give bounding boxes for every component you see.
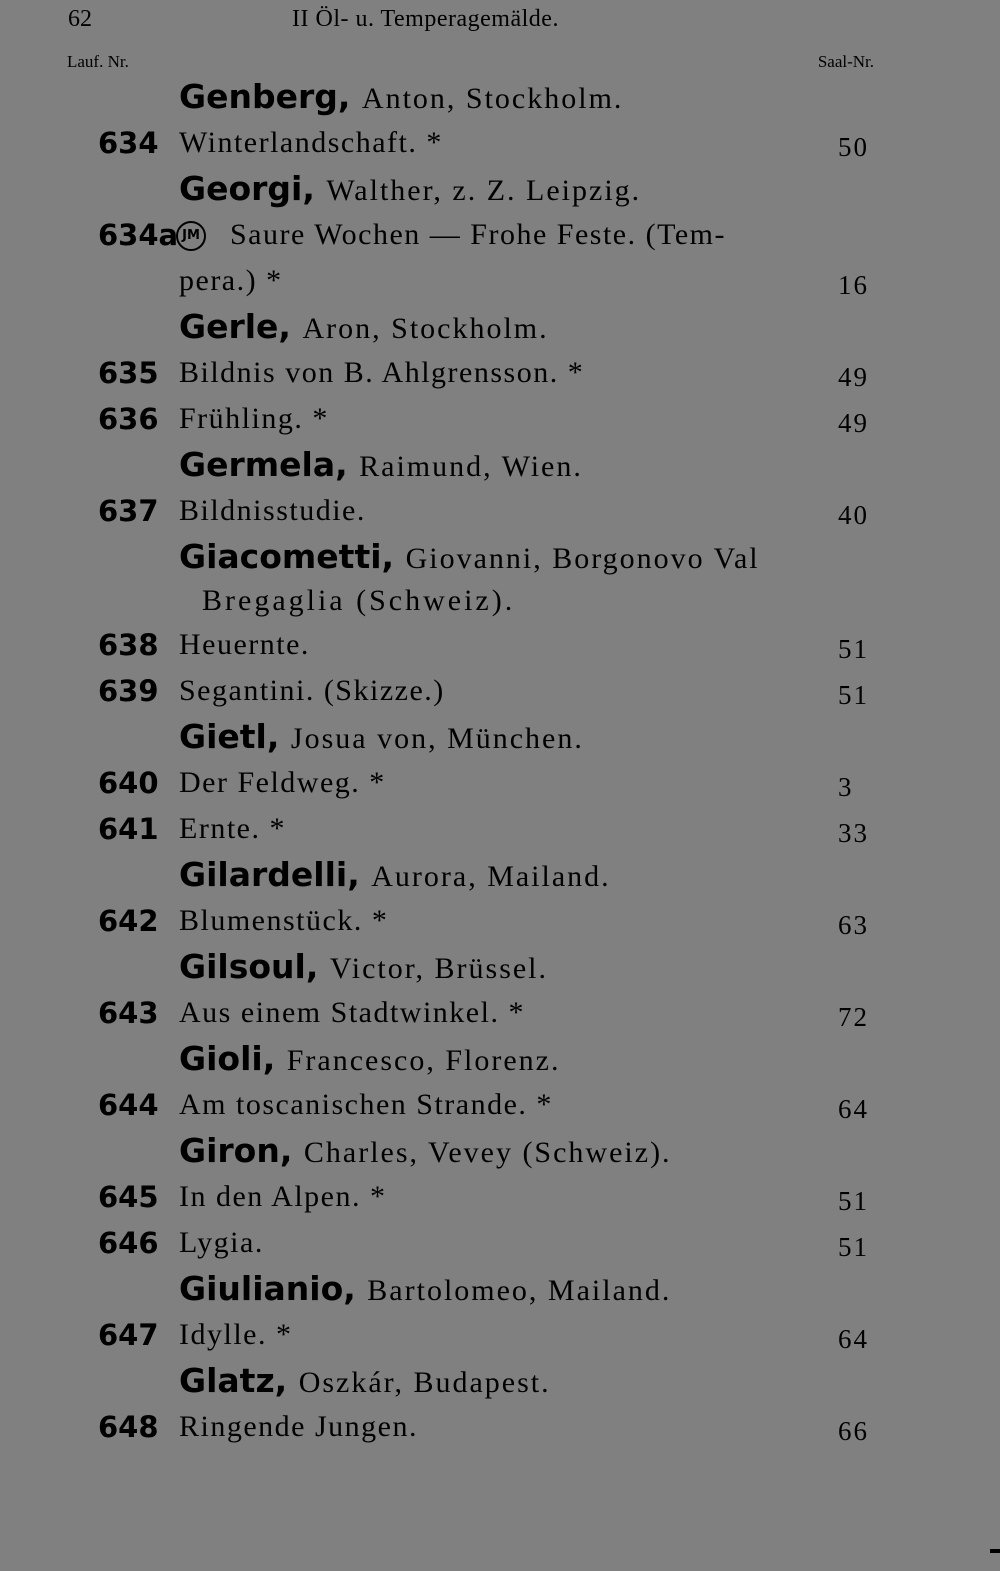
artwork-entry [0, 622, 1000, 668]
running-number: 641 [98, 812, 159, 846]
artwork-title: Ringende Jungen. [179, 1410, 418, 1443]
artist-surname: Giulianio, [179, 1269, 356, 1308]
artwork-entry [0, 1174, 1000, 1220]
artwork-title: Am toscanischen Strande. * [179, 1088, 553, 1121]
artist-name [179, 1266, 671, 1314]
artwork-entry [0, 120, 1000, 166]
artwork-title: pera.) * [179, 264, 283, 297]
running-number: 639 [98, 674, 159, 708]
catalog-entries [0, 74, 1000, 1450]
artist-heading [0, 534, 1000, 580]
artwork-title: Aus einem Stadtwinkel. * [179, 996, 525, 1029]
artist-details: Raimund, Wien. [359, 450, 583, 483]
running-number: 636 [98, 402, 159, 436]
circled-jm-icon: JM [176, 221, 206, 251]
artist-details: Francesco, Florenz. [286, 1044, 561, 1077]
artwork-entry [0, 760, 1000, 806]
artwork-title: Saure Wochen — Frohe Feste. (Tem- [230, 218, 726, 251]
artist-heading [0, 852, 1000, 898]
artist-name [179, 714, 584, 762]
artwork-entry [0, 258, 1000, 304]
running-number: 648 [98, 1410, 159, 1444]
hall-number: 64 [838, 1094, 869, 1124]
hall-number: 49 [838, 408, 869, 438]
hall-number: 63 [838, 910, 869, 940]
artist-details: Josua von, München. [290, 722, 584, 755]
artist-heading-continued [0, 580, 1000, 622]
artist-details: Charles, Vevey (Schweiz). [303, 1136, 672, 1169]
artist-heading [0, 304, 1000, 350]
artwork-title: Blumenstück. * [179, 904, 389, 937]
artwork-title: In den Alpen. * [179, 1180, 387, 1213]
column-heading-hall-number: Saal-Nr. [817, 52, 874, 71]
running-number: 635 [98, 356, 159, 390]
page-number: 62 [68, 6, 92, 32]
artist-surname: Georgi, [179, 169, 315, 208]
artwork-title: Der Feldweg. * [179, 766, 386, 799]
running-number: 634 [98, 126, 159, 160]
running-number: 644 [98, 1088, 159, 1122]
artwork-entry [0, 1404, 1000, 1450]
artist-heading [0, 944, 1000, 990]
artwork-entry [0, 1312, 1000, 1358]
artist-details-continued: Bregaglia (Schweiz). [202, 584, 516, 617]
running-number: 634a [98, 218, 179, 252]
artist-details: Aron, Stockholm. [302, 312, 549, 345]
running-number: 647 [98, 1318, 159, 1352]
artwork-title: Idylle. * [179, 1318, 293, 1351]
artist-surname: Giacometti, [179, 537, 395, 576]
artist-heading [0, 166, 1000, 212]
artist-details: Bartolomeo, Mailand. [367, 1274, 672, 1307]
artist-surname: Genberg, [179, 77, 351, 116]
artist-name [179, 852, 611, 900]
artist-details: Aurora, Mailand. [371, 860, 611, 893]
artwork-title: Ernte. * [179, 812, 286, 845]
artist-name [179, 534, 760, 582]
hall-number: 66 [838, 1416, 869, 1446]
running-number: 637 [98, 494, 159, 528]
artwork-title: Segantini. (Skizze.) [179, 674, 445, 707]
artwork-title: Heuernte. [179, 628, 310, 661]
artist-details: Oszkár, Budapest. [298, 1366, 551, 1399]
artwork-entry [0, 396, 1000, 442]
artist-heading [0, 1036, 1000, 1082]
artist-heading [0, 442, 1000, 488]
artist-surname: Gerle, [179, 307, 291, 346]
hall-number: 40 [838, 500, 869, 530]
artwork-title: Winterlandschaft. * [179, 126, 443, 159]
artist-surname: Gietl, [179, 717, 280, 756]
running-number: 646 [98, 1226, 159, 1260]
artist-details: Walther, z. Z. Leipzig. [326, 174, 642, 207]
artwork-entry [0, 668, 1000, 714]
running-number: 638 [98, 628, 159, 662]
artist-name [179, 1036, 561, 1084]
artist-details: Giovanni, Borgonovo Val [405, 542, 760, 575]
hall-number: 51 [838, 1232, 869, 1262]
artist-surname: Germela, [179, 445, 348, 484]
artwork-title: Frühling. * [179, 402, 329, 435]
artist-surname: Gilsoul, [179, 947, 319, 986]
running-number: 640 [98, 766, 159, 800]
artist-heading [0, 1358, 1000, 1404]
artist-heading [0, 74, 1000, 120]
artwork-entry [0, 990, 1000, 1036]
running-number: 642 [98, 904, 159, 938]
hall-number: 51 [838, 634, 869, 664]
artwork-entry [0, 806, 1000, 852]
hall-number: 51 [838, 1186, 869, 1216]
column-heading-running-number: Lauf. Nr. [67, 52, 129, 71]
artist-name [179, 1128, 672, 1176]
artist-name [179, 1358, 551, 1406]
artist-surname: Gioli, [179, 1039, 276, 1078]
artwork-title: Lygia. [179, 1226, 264, 1259]
artwork-entry [0, 212, 1000, 258]
hall-number: 33 [838, 818, 869, 848]
running-number: 645 [98, 1180, 159, 1214]
artist-heading [0, 1266, 1000, 1312]
hall-number: 64 [838, 1324, 869, 1354]
artist-heading [0, 1128, 1000, 1174]
artwork-title: Bildnis von B. Ahlgrensson. * [179, 356, 585, 389]
section-title: II Öl- u. Temperagemälde. [292, 6, 559, 32]
artist-details: Anton, Stockholm. [361, 82, 624, 115]
artist-surname: Giron, [179, 1131, 293, 1170]
artist-surname: Glatz, [179, 1361, 288, 1400]
artist-name [179, 944, 548, 992]
artist-name [179, 304, 549, 352]
artist-name [179, 166, 641, 214]
artwork-entry [0, 898, 1000, 944]
artwork-entry [0, 488, 1000, 534]
artist-heading [0, 714, 1000, 760]
artist-name [179, 442, 583, 490]
artwork-entry [0, 1082, 1000, 1128]
scan-edge-mark [990, 1549, 1000, 1553]
hall-number: 72 [838, 1002, 869, 1032]
hall-number: 49 [838, 362, 869, 392]
running-number: 643 [98, 996, 159, 1030]
hall-number: 51 [838, 680, 869, 710]
artist-surname: Gilardelli, [179, 855, 360, 894]
hall-number: 3 [838, 772, 854, 802]
artwork-entry [0, 350, 1000, 396]
page-header [0, 6, 1000, 42]
hall-number: 16 [838, 270, 869, 300]
artist-name [179, 74, 623, 122]
hall-number: 50 [838, 132, 869, 162]
artwork-entry [0, 1220, 1000, 1266]
artist-details: Victor, Brüssel. [329, 952, 549, 985]
artwork-title: Bildnisstudie. [179, 494, 366, 527]
